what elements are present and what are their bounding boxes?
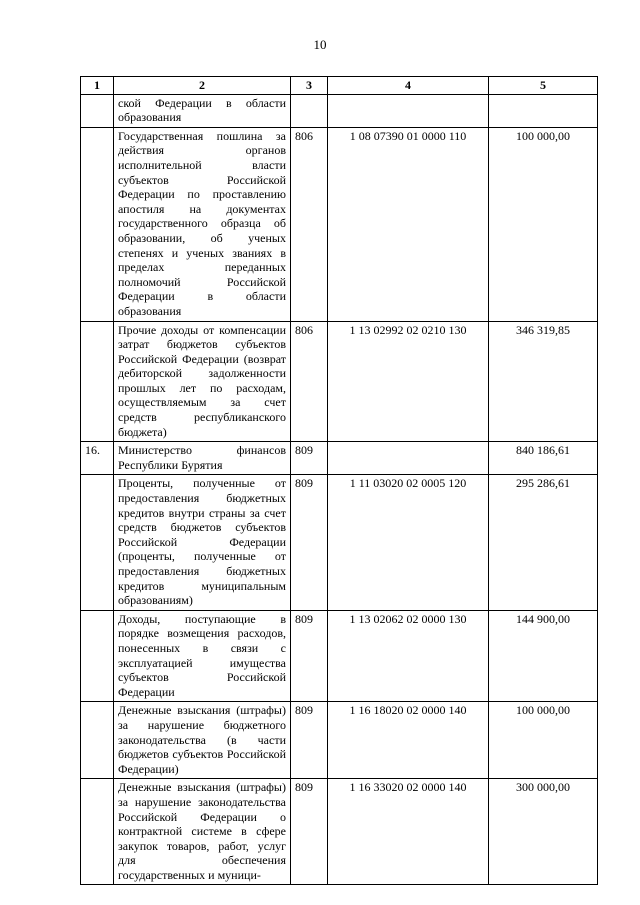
header-col-4: 4 bbox=[328, 77, 489, 95]
header-col-1: 1 bbox=[81, 77, 114, 95]
row-name-cell: Денежные взыскания (штрафы) за нарушение бюджетного законодательства (в части бюджетов субъектов Российской Федерации) bbox=[114, 702, 291, 779]
header-col-3: 3 bbox=[291, 77, 328, 95]
row-kbk-cell: 1 13 02992 02 0210 130 bbox=[328, 321, 489, 442]
row-code-cell: 809 bbox=[291, 702, 328, 779]
row-code-cell: 809 bbox=[291, 610, 328, 702]
header-col-2: 2 bbox=[114, 77, 291, 95]
row-name-cell: Государственная пошлина за действия органов исполнительной власти субъектов Российской Федерации по проставлению апостиля на документах государственного образца об образовании, об ученых степенях и ученых званиях в пределах переданных полномочий Российской Федерации в области образования bbox=[114, 127, 291, 321]
table-row bbox=[81, 94, 598, 127]
row-number-cell bbox=[81, 610, 114, 702]
row-code-cell bbox=[291, 94, 328, 127]
table-row bbox=[81, 475, 598, 610]
row-number-cell bbox=[81, 779, 114, 885]
row-name-cell: ской Федерации в области образования bbox=[114, 94, 291, 127]
row-number-cell bbox=[81, 475, 114, 610]
row-kbk-cell: 1 13 02062 02 0000 130 bbox=[328, 610, 489, 702]
row-code-cell: 806 bbox=[291, 127, 328, 321]
row-code-cell: 809 bbox=[291, 442, 328, 475]
row-amount-cell: 100 000,00 bbox=[489, 127, 598, 321]
row-amount-cell: 840 186,61 bbox=[489, 442, 598, 475]
row-code-cell: 809 bbox=[291, 475, 328, 610]
row-number-cell: 16. bbox=[81, 442, 114, 475]
table-body bbox=[81, 94, 598, 885]
table-row bbox=[81, 779, 598, 885]
row-name-cell: Доходы, поступающие в порядке возмещения расходов, понесенных в связи с эксплуатацией имущества субъектов Российской Федерации bbox=[114, 610, 291, 702]
row-number-cell bbox=[81, 127, 114, 321]
row-amount-cell: 295 286,61 bbox=[489, 475, 598, 610]
page-number: 10 bbox=[313, 37, 327, 52]
row-kbk-cell: 1 16 18020 02 0000 140 bbox=[328, 702, 489, 779]
row-name-cell: Министерство финансов Республики Бурятия bbox=[114, 442, 291, 475]
row-amount-cell: 144 900,00 bbox=[489, 610, 598, 702]
row-name-cell: Проценты, полученные от предоставления бюджетных кредитов внутри страны за счет средств бюджетов субъектов Российской Федерации (проценты, полученные от предоставления бюджетных кредитов муниципальным образованиям) bbox=[114, 475, 291, 610]
row-kbk-cell: 1 11 03020 02 0005 120 bbox=[328, 475, 489, 610]
row-number-cell bbox=[81, 702, 114, 779]
row-number-cell bbox=[81, 94, 114, 127]
revenue-table bbox=[80, 76, 598, 885]
row-kbk-cell: 1 16 33020 02 0000 140 bbox=[328, 779, 489, 885]
row-amount-cell bbox=[489, 94, 598, 127]
row-name-cell: Прочие доходы от компенсации затрат бюджетов субъектов Российской Федерации (возврат дебиторской задолженности прошлых лет по расходам, осуществляемым за счет средств республиканского бюджета) bbox=[114, 321, 291, 442]
row-name-cell: Денежные взыскания (штрафы) за нарушение законодательства Российской Федерации о контрактной системе в сфере закупок товаров, работ, услуг для обеспечения государственных и муници- bbox=[114, 779, 291, 885]
table-row bbox=[81, 127, 598, 321]
row-kbk-cell bbox=[328, 94, 489, 127]
row-kbk-cell: 1 08 07390 01 0000 110 bbox=[328, 127, 489, 321]
row-code-cell: 809 bbox=[291, 779, 328, 885]
row-amount-cell: 300 000,00 bbox=[489, 779, 598, 885]
table-row bbox=[81, 442, 598, 475]
row-amount-cell: 100 000,00 bbox=[489, 702, 598, 779]
table-row bbox=[81, 321, 598, 442]
row-code-cell: 806 bbox=[291, 321, 328, 442]
table-row bbox=[81, 610, 598, 702]
row-number-cell bbox=[81, 321, 114, 442]
header-col-5: 5 bbox=[489, 77, 598, 95]
row-kbk-cell bbox=[328, 442, 489, 475]
row-amount-cell: 346 319,85 bbox=[489, 321, 598, 442]
table-header-row bbox=[81, 77, 598, 95]
table-row bbox=[81, 702, 598, 779]
